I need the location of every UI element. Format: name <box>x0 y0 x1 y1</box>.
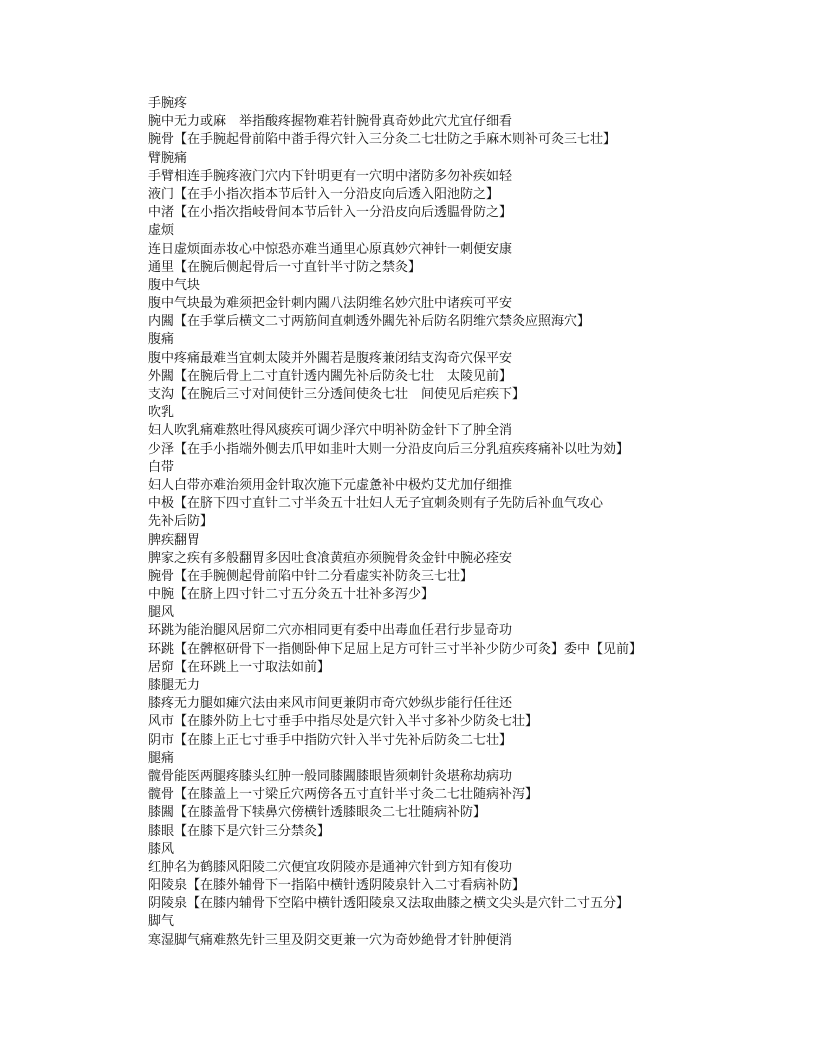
text-line: 腕骨【在手腕侧起骨前陷中针二分看虚实补防灸三七壮】 <box>148 568 474 584</box>
text-line: 吹乳 <box>148 405 175 421</box>
text-line: 环跳为能治腿风居窌二穴亦相同更有委中出毒血任君行步显奇功 <box>148 623 513 639</box>
text-line: 腹中气块最为难须把金针刺内闗八法阴维名妙穴肚中诸疾可平安 <box>148 296 513 312</box>
text-line: 髋骨【在膝盖上一寸梁丘穴两傍各五寸直针半寸灸二七壮随病补泻】 <box>148 787 539 803</box>
text-line: 寒湿脚气痛难熬先针三里及阴交更兼一穴为奇妙絶骨才针肿便消 <box>148 932 513 948</box>
text-line: 通里【在腕后侧起骨后一寸直针半寸防之禁灸】 <box>148 259 422 275</box>
text-line: 风市【在膝外防上七寸垂手中指尽处是穴针入半寸多补少防灸七壮】 <box>148 714 539 730</box>
text-line: 脾疾翻胃 <box>148 532 201 548</box>
text-line: 手臂相连手腕疼液门穴内下针明更有一穴明中渚防多勿补疾如轻 <box>148 168 513 184</box>
text-line: 居窌【在环跳上一寸取法如前】 <box>148 659 331 675</box>
text-line: 腹中疼痛最难当宜刺太陵并外闗若是腹疼兼闭结支沟奇穴保平安 <box>148 350 513 366</box>
text-line: 中腕【在脐上四寸针二寸五分灸五十壮补多泻少】 <box>148 587 435 603</box>
text-line: 脾家之疾有多般翻胃多因吐食飡黄疸亦须腕骨灸金针中腕必痊安 <box>148 550 513 566</box>
text-line: 中渚【在小指次指岐骨间本节后针入一分沿皮向后透腽骨防之】 <box>148 205 513 221</box>
text-line: 阴陵泉【在膝内辅骨下空陷中横针透阳陵泉又法取曲膝之横文尖头是穴针二寸五分】 <box>148 896 630 912</box>
text-line: 环跳【在髀枢研骨下一指侧卧伸下足屈上足方可针三寸半补少防少可灸】委中【见前】 <box>148 641 643 657</box>
text-line: 阳陵泉【在膝外辅骨下一指陷中横针透阴陵泉针入二寸看病补防】 <box>148 878 526 894</box>
text-line: 妇人白带亦难治须用金针取次施下元虚惫补中极灼艾尤加仔细推 <box>148 477 513 493</box>
text-line: 腿痛 <box>148 750 175 766</box>
text-line: 支沟【在腕后三寸对间使针三分透间使灸七壮 间使见后疟疾下】 <box>148 387 526 402</box>
text-line: 腕骨【在手腕起骨前陷中畨手得穴针入三分灸二七壮防之手麻木则补可灸三七壮】 <box>148 132 617 148</box>
text-line: 膝腿无力 <box>148 678 201 693</box>
text-line: 手腕疼 <box>148 96 188 111</box>
text-line: 腿风 <box>148 605 175 621</box>
text-line: 阴市【在膝上正七寸垂手中指防穴针入半寸先补后防灸二七壮】 <box>148 732 513 748</box>
text-line: 膝眼【在膝下是穴针三分禁灸】 <box>148 823 331 839</box>
text-line: 中极【在脐下四寸直针二寸半灸五十壮妇人无子宜刺灸则有子先防后补血气攻心 <box>148 496 604 512</box>
text-line: 先补后防】 <box>148 514 214 530</box>
text-line: 膝风 <box>148 841 175 857</box>
text-line: 髋骨能医两腿疼膝头红肿一般同膝闗膝眼皆须刺针灸堪称劫病功 <box>148 768 513 784</box>
text-line: 虚烦 <box>148 223 175 239</box>
text-line: 红肿名为鹤膝风阳陵二穴便宜攻阴陵亦是通神穴针到方知有俊功 <box>148 859 513 875</box>
text-line: 内闗【在手掌后横文二寸两筋间直刺透外闗先补后防名阴维穴禁灸应照海穴】 <box>148 314 591 330</box>
document-page <box>148 95 708 950</box>
text-line: 腹痛 <box>148 332 175 348</box>
text-line: 腹中气块 <box>148 277 201 293</box>
text-line: 白带 <box>148 459 175 475</box>
text-line: 外闗【在腕后骨上二寸直针透内闗先补后防灸七壮 太陵见前】 <box>148 368 513 384</box>
text-line: 连日虚烦面赤妆心中惊恐亦难当通里心原真妙穴神针一刺便安康 <box>148 241 513 257</box>
text-line: 妇人吹乳痛难熬吐得风痰疾可调少泽穴中明补防金针下了肿全消 <box>148 423 513 439</box>
text-line: 少泽【在手小指端外侧去爪甲如韭叶大则一分沿皮向后三分乳疽疾疼痛补以吐为効】 <box>148 441 630 457</box>
text-line: 腕中无力或麻 举指酸疼握物难若针腕骨真奇妙此穴尤宜仔细看 <box>148 114 513 130</box>
text-line: 膝闗【在膝盖骨下犊鼻穴傍横针透膝眼灸二七壮随病补防】 <box>148 805 487 821</box>
text-line: 臂腕痛 <box>148 150 188 166</box>
text-line: 膝疼无力腿如瘫穴法由来风市间更兼阴市奇穴妙纵步能行任往还 <box>148 696 513 712</box>
text-line: 脚气 <box>148 914 175 930</box>
text-line: 液门【在手小指次指本节后针入一分沿皮向后透入阳池防之】 <box>148 186 500 202</box>
